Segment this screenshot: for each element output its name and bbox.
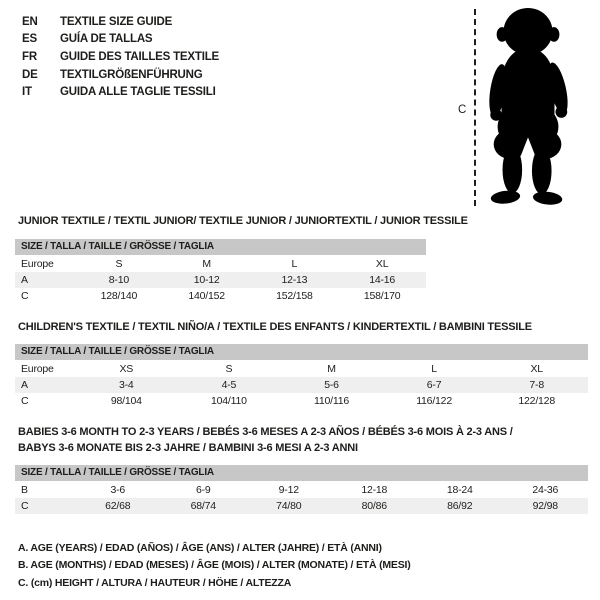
section-title-line: JUNIOR TEXTILE / TEXTIL JUNIOR/ TEXTILE JUNIOR / JUNIORTEXTIL / JUNIOR TESSILE <box>18 215 468 227</box>
section-title <box>15 214 588 230</box>
guide-title-it: GUIDA ALLE TAGLIE TESSILI <box>60 86 216 99</box>
table-row-europe <box>15 256 426 272</box>
table-row-a <box>15 272 426 288</box>
language-row-fr <box>22 48 219 66</box>
footnote-c: C. (cm) HEIGHT / ALTURA / HAUTEUR / HÖHE / ALTEZZA <box>18 576 292 589</box>
size-cell: 104/110 <box>211 395 247 407</box>
size-cell: 14-16 <box>369 273 396 286</box>
size-cell: 18-24 <box>446 484 473 496</box>
section-title <box>15 425 588 456</box>
language-row-it <box>22 83 219 101</box>
footnote-b: B. AGE (MONTHS) / EDAD (MESES) / ÂGE (MOIS) / ALTER (MONATE) / ETÀ (MESI) <box>18 559 411 572</box>
size-cell: 8-10 <box>108 273 129 286</box>
guide-title-es: GUÍA DE TALLAS <box>60 33 153 46</box>
language-code: FR <box>22 50 37 63</box>
language-code: DE <box>22 68 38 81</box>
footnote-a: A. AGE (YEARS) / EDAD (AÑOS) / ÂGE (ANS) / ALTER (JAHRE) / ETÀ (ANNI) <box>18 542 382 554</box>
row-label: C <box>21 395 29 407</box>
size-cell: 92/98 <box>532 500 558 512</box>
table-row-c <box>15 498 588 514</box>
size-cell: 62/68 <box>105 500 131 512</box>
size-header-bar: SIZE / TALLA / TAILLE / GRÖSSE / TAGLIA <box>15 239 426 255</box>
size-cell: 3-6 <box>110 484 126 496</box>
size-cell: 6-7 <box>426 379 442 391</box>
size-cell: 140/152 <box>188 289 225 302</box>
row-label: B <box>21 484 28 496</box>
row-label: A <box>21 273 28 286</box>
section-title-line: CHILDREN'S TEXTILE / TEXTIL NIÑO/A / TEXTILE DES ENFANTS / KINDERTEXTIL / BAMBINI TESSILE <box>18 320 532 333</box>
size-cell: 12-13 <box>281 273 308 286</box>
size-cell: 128/140 <box>100 289 138 302</box>
size-cell: 68/74 <box>190 500 216 512</box>
size-cell: 122/128 <box>518 395 555 407</box>
size-cell: S <box>115 257 123 270</box>
language-title-list <box>22 13 219 101</box>
size-cell: S <box>225 363 233 375</box>
language-code: EN <box>22 15 38 28</box>
table-row-b <box>15 482 588 498</box>
size-table <box>15 256 426 304</box>
language-row-de <box>22 66 219 84</box>
guide-title-fr: GUIDE DES TAILLES TEXTILE <box>60 50 219 63</box>
size-table <box>15 482 588 514</box>
row-label: Europe <box>21 363 54 375</box>
size-cell: 6-9 <box>195 484 211 496</box>
footnotes <box>15 540 588 592</box>
table-row-europe <box>15 361 588 377</box>
language-code: IT <box>22 86 32 99</box>
size-table <box>15 361 588 409</box>
size-cell: XL <box>530 363 543 375</box>
size-table-section-2 <box>15 320 588 410</box>
row-label: C <box>21 500 29 512</box>
row-label: C <box>21 289 29 302</box>
guide-title-de: TEXTILGRÖßENFÜHRUNG <box>60 68 203 81</box>
size-cell: XS <box>119 363 134 375</box>
size-tables <box>15 214 588 592</box>
height-measure-label: C <box>458 104 467 116</box>
size-cell: 98/104 <box>110 395 142 407</box>
language-row-es <box>22 31 219 49</box>
size-cell: 110/116 <box>313 395 349 407</box>
size-cell: L <box>431 363 437 375</box>
size-cell: 4-5 <box>221 379 237 391</box>
size-cell: 152/158 <box>276 289 313 302</box>
size-cell: 5-6 <box>324 379 339 391</box>
size-cell: 80/86 <box>361 500 387 512</box>
table-row-a <box>15 377 588 393</box>
size-cell: 9-12 <box>278 484 299 496</box>
size-cell: 74/80 <box>276 500 302 512</box>
size-cell: M <box>202 257 211 270</box>
language-row-en <box>22 13 219 31</box>
section-title-line: BABIES 3-6 MONTH TO 2-3 YEARS / BEBÉS 3-6 MESES A 2-3 AÑOS / BÉBÉS 3-6 MOIS À 2-3 ANS / <box>18 426 513 438</box>
size-cell: 158/170 <box>363 289 401 302</box>
size-cell: 116/122 <box>416 395 452 407</box>
size-cell: 10-12 <box>193 273 220 286</box>
table-row-c <box>15 288 426 304</box>
table-row-c <box>15 393 588 409</box>
size-cell: 3-4 <box>119 379 134 391</box>
height-measure-figure <box>440 0 600 212</box>
size-cell: 24-36 <box>532 484 559 496</box>
language-code: ES <box>22 33 37 46</box>
size-header-bar: SIZE / TALLA / TAILLE / GRÖSSE / TAGLIA <box>15 465 588 481</box>
size-cell: XL <box>375 257 389 270</box>
size-table-section-3 <box>15 425 588 514</box>
size-cell: 86/92 <box>447 500 473 512</box>
row-label: A <box>21 379 28 391</box>
row-label: Europe <box>21 257 54 270</box>
size-table-section-1 <box>15 214 588 304</box>
section-title-line: BABYS 3-6 MONATE BIS 2-3 JAHRE / BAMBINI 3-6 MESI A 2-3 ANNI <box>18 441 358 454</box>
size-cell: 12-18 <box>361 484 388 496</box>
size-header-bar: SIZE / TALLA / TAILLE / GRÖSSE / TAGLIA <box>15 344 588 360</box>
size-cell: M <box>327 363 336 375</box>
size-cell: 7-8 <box>529 379 544 391</box>
height-dashed-line <box>474 9 476 206</box>
guide-title-en: TEXTILE SIZE GUIDE <box>60 15 173 28</box>
section-title <box>15 320 588 336</box>
size-cell: L <box>291 257 298 270</box>
baby-silhouette-icon <box>484 7 574 208</box>
